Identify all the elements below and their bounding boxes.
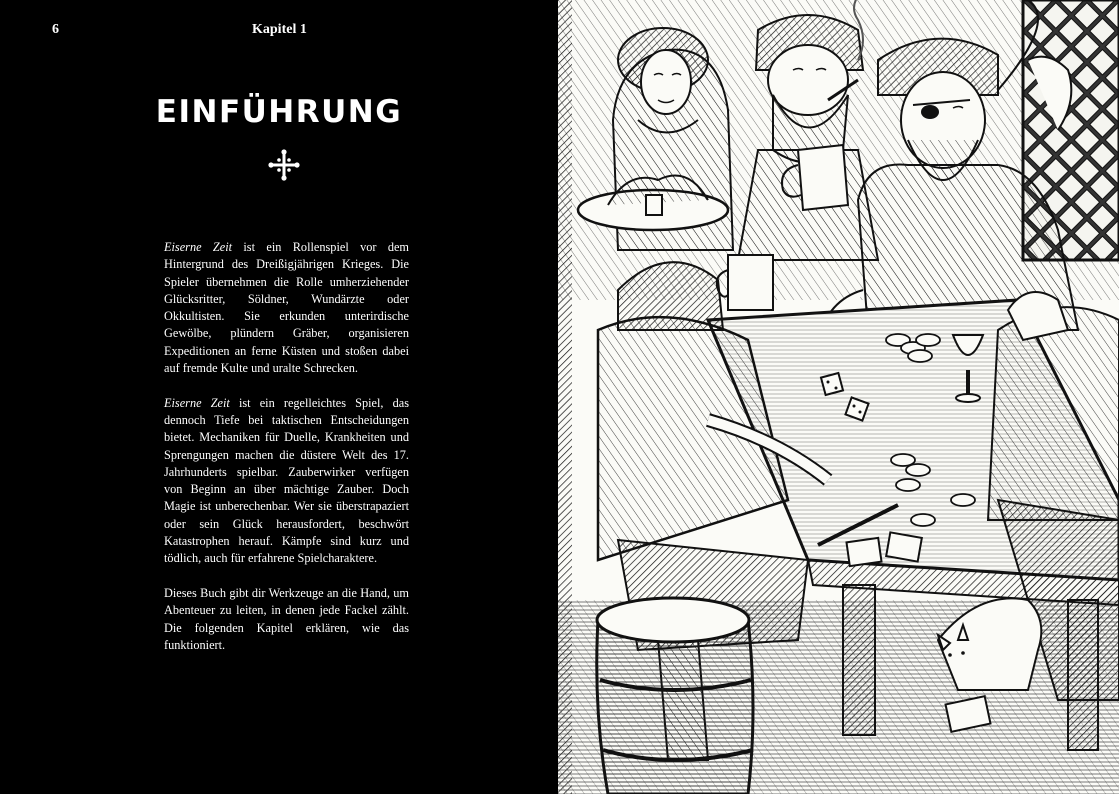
chapter-title: EINFÜHRUNG <box>155 94 403 130</box>
paragraph-text: Dieses Buch gibt dir Werkzeuge an die Hand, um Abenteuer zu leiten, in denen jede Fackel zählt. Die folgenden Kapitel erklären, wie das funktioniert. <box>164 585 409 652</box>
running-header: Kapitel 1 <box>252 22 307 37</box>
paragraph-1 <box>164 239 409 377</box>
cross-fleury-ornament-icon <box>268 149 300 181</box>
body-text <box>164 239 409 671</box>
paragraph-3 <box>164 585 409 654</box>
book-title-emphasis: Eiserne Zeit <box>164 395 230 410</box>
page-number: 6 <box>52 22 59 37</box>
barrel <box>597 598 753 794</box>
illustration-page <box>558 0 1119 794</box>
book-title-emphasis: Eiserne Zeit <box>164 240 233 254</box>
paragraph-2 <box>164 395 409 568</box>
paragraph-text: ist ein regelleichtes Spiel, das dennoch Tiefe bei taktischen Entscheidungen bietet. Mechaniken für Duelle, Krankheiten und Sprengungen machen die düstere Welt des 17. Jahrhunderts spielbar. Zauberwirker verfügen von Beginn an über mächtige Zauber. Doch Magie ist unberechenbar. Wer sie überstrapaziert oder sein Glück herausfordert, beschwört Katastrophen herauf. Kämpfe sind kurz und tödlich, auch für erfahrene Spielcharaktere. <box>164 395 409 566</box>
left-page <box>0 0 558 794</box>
paragraph-text: ist ein Rollenspiel vor dem Hintergrund des Dreißigjährigen Krieges. Die Spieler übernehmen die Rolle umherziehender Glücksritter, Söldner, Wundärzte oder Okkultisten. Sie erkunden unterirdische Gewölbe, plündern Gräber, organisieren Expeditionen an ferne Küsten und stoßen dabei auf fremde Kulte und uralte Schrecken. <box>164 240 409 376</box>
tavern-dice-game-illustration <box>558 0 1119 794</box>
